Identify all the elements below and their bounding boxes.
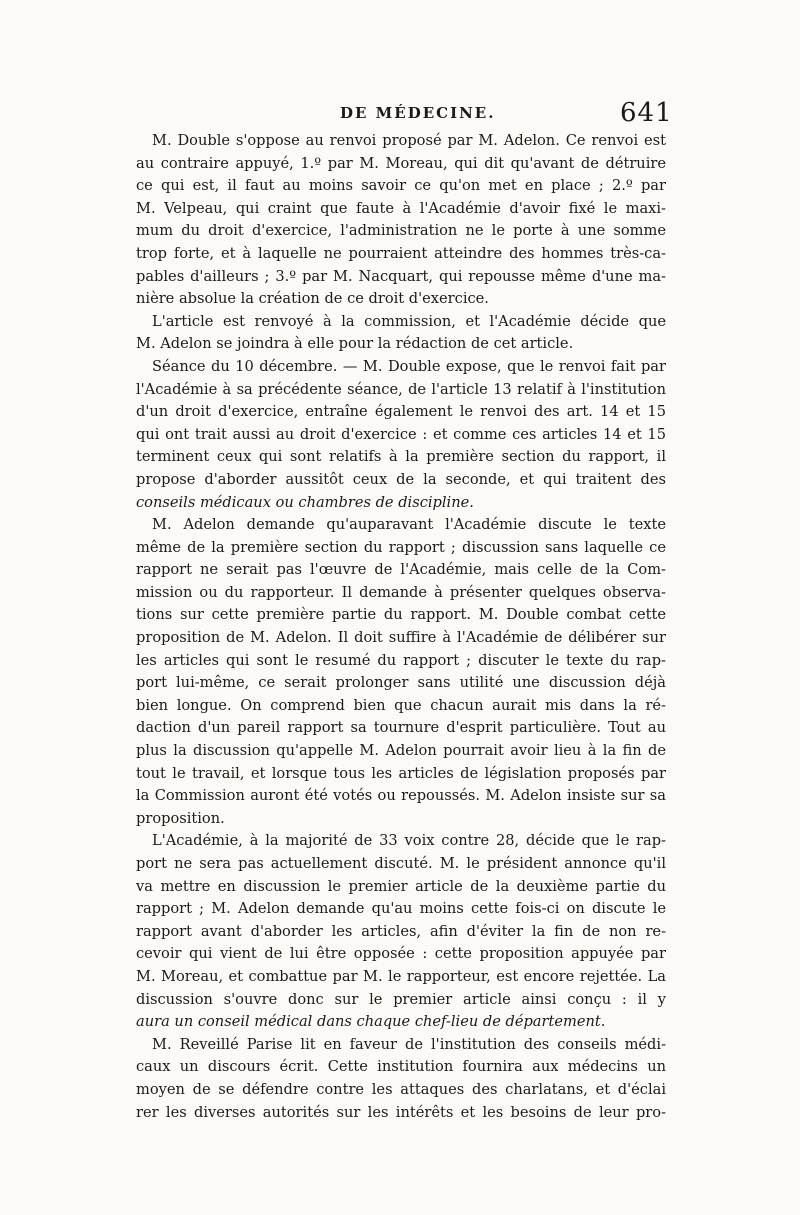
text-line: terminent ceux qui sont relatifs à la première section du rapport, il xyxy=(136,448,666,466)
text-line: tout le travail, et lorsque tous les articles de législation proposés par xyxy=(136,764,666,782)
text-line: proposition de M. Adelon. Il doit suffire à l'Académie de délibérer sur xyxy=(136,629,666,647)
text-line: même de la première section du rapport ; discussion sans laquelle ce xyxy=(136,538,666,556)
text-line: pables d'ailleurs ; 3.º par M. Nacquart, qui repousse même d'une ma- xyxy=(136,267,666,285)
running-title: DE MÉDECINE. xyxy=(340,104,496,122)
text-line: tions sur cette première partie du rapport. M. Double combat cette xyxy=(136,606,666,624)
text-line: la Commission auront été votés ou repoussés. M. Adelon insiste sur sa xyxy=(136,787,666,805)
text-line: va mettre en discussion le premier article de la deuxième partie du xyxy=(136,877,666,895)
text-line: plus la discussion qu'appelle M. Adelon pourrait avoir lieu à la fin de xyxy=(136,742,666,760)
text-line: mum du droit d'exercice, l'administration ne le porte à une somme xyxy=(136,222,666,240)
text-line: moyen de se défendre contre les attaques des charlatans, et d'éclai xyxy=(136,1080,666,1098)
text-line: L'Académie, à la majorité de 33 voix contre 28, décide que le rap- xyxy=(152,832,666,850)
text-line: rer les diverses autorités sur les intérêts et les besoins de leur pro- xyxy=(136,1103,666,1121)
text-line: discussion s'ouvre donc sur le premier article ainsi conçu : il y xyxy=(136,990,666,1008)
text-line: d'un droit d'exercice, entraîne également le renvoi des art. 14 et 15 xyxy=(136,403,666,421)
body-text xyxy=(136,130,666,1124)
text-line: Séance du 10 décembre. — M. Double expose, que le renvoi fait par xyxy=(152,357,666,375)
text-line: M. Double s'oppose au renvoi proposé par M. Adelon. Ce renvoi est xyxy=(152,132,666,149)
page-number: 641 xyxy=(620,98,673,128)
text-line: M. Velpeau, qui craint que faute à l'Académie d'avoir fixé le maxi- xyxy=(136,199,666,217)
text-line: nière absolue la création de ce droit d'exercice. xyxy=(136,290,489,308)
text-line: cevoir qui vient de lui être opposée : cette proposition appuyée par xyxy=(136,945,666,963)
text-line: trop forte, et à laquelle ne pourraient atteindre des hommes très-ca- xyxy=(136,244,666,262)
text-line: proposition. xyxy=(136,809,225,827)
text-line: L'article est renvoyé à la commission, et l'Académie décide que xyxy=(152,312,666,330)
text-line: mission ou du rapporteur. Il demande à présenter quelques observa- xyxy=(136,583,666,601)
text-line: les articles qui sont le resumé du rapport ; discuter le texte du rap- xyxy=(136,651,666,669)
text-line: M. Moreau, et combattue par M. le rapporteur, est encore rejettée. La xyxy=(136,967,666,985)
text-line: l'Académie à sa précédente séance, de l'article 13 relatif à l'institution xyxy=(136,380,666,398)
text-line: rapport ; M. Adelon demande qu'au moins cette fois-ci on discute le xyxy=(136,900,666,918)
text-line: propose d'aborder aussitôt ceux de la seconde, et qui traitent des xyxy=(136,470,666,488)
text-line: ce qui est, il faut au moins savoir ce qu'on met en place ; 2.º par xyxy=(136,177,666,195)
text-line: rapport ne serait pas l'œuvre de l'Académie, mais celle de la Com- xyxy=(136,561,666,579)
text-line: port lui-même, ce serait prolonger sans utilité une discussion déjà xyxy=(136,674,666,692)
text-line: bien longue. On comprend bien que chacun aurait mis dans la ré- xyxy=(136,696,666,714)
text-line: M. Adelon demande qu'auparavant l'Académie discute le texte xyxy=(152,516,666,534)
text-line: caux un discours écrit. Cette institution fournira aux médecins un xyxy=(136,1058,666,1076)
text-line: aura un conseil médical dans chaque chef-lieu de département. xyxy=(136,1013,606,1031)
text-line: qui ont trait aussi au droit d'exercice : et comme ces articles 14 et 15 xyxy=(136,425,666,443)
text-line: M. Reveillé Parise lit en faveur de l'institution des conseils médi- xyxy=(152,1035,666,1053)
text-line: rapport avant d'aborder les articles, afin d'éviter la fin de non re- xyxy=(136,922,666,940)
text-line: daction d'un pareil rapport sa tournure d'esprit particulière. Tout au xyxy=(136,719,666,737)
text-line: conseils médicaux ou chambres de discipline. xyxy=(136,493,474,511)
text-line: M. Adelon se joindra à elle pour la rédaction de cet article. xyxy=(136,335,574,353)
text-line: au contraire appuyé, 1.º par M. Moreau, qui dit qu'avant de détruire xyxy=(136,154,666,172)
text-line: port ne sera pas actuellement discuté. M. le président annonce qu'il xyxy=(136,855,666,872)
page-header xyxy=(0,98,800,134)
